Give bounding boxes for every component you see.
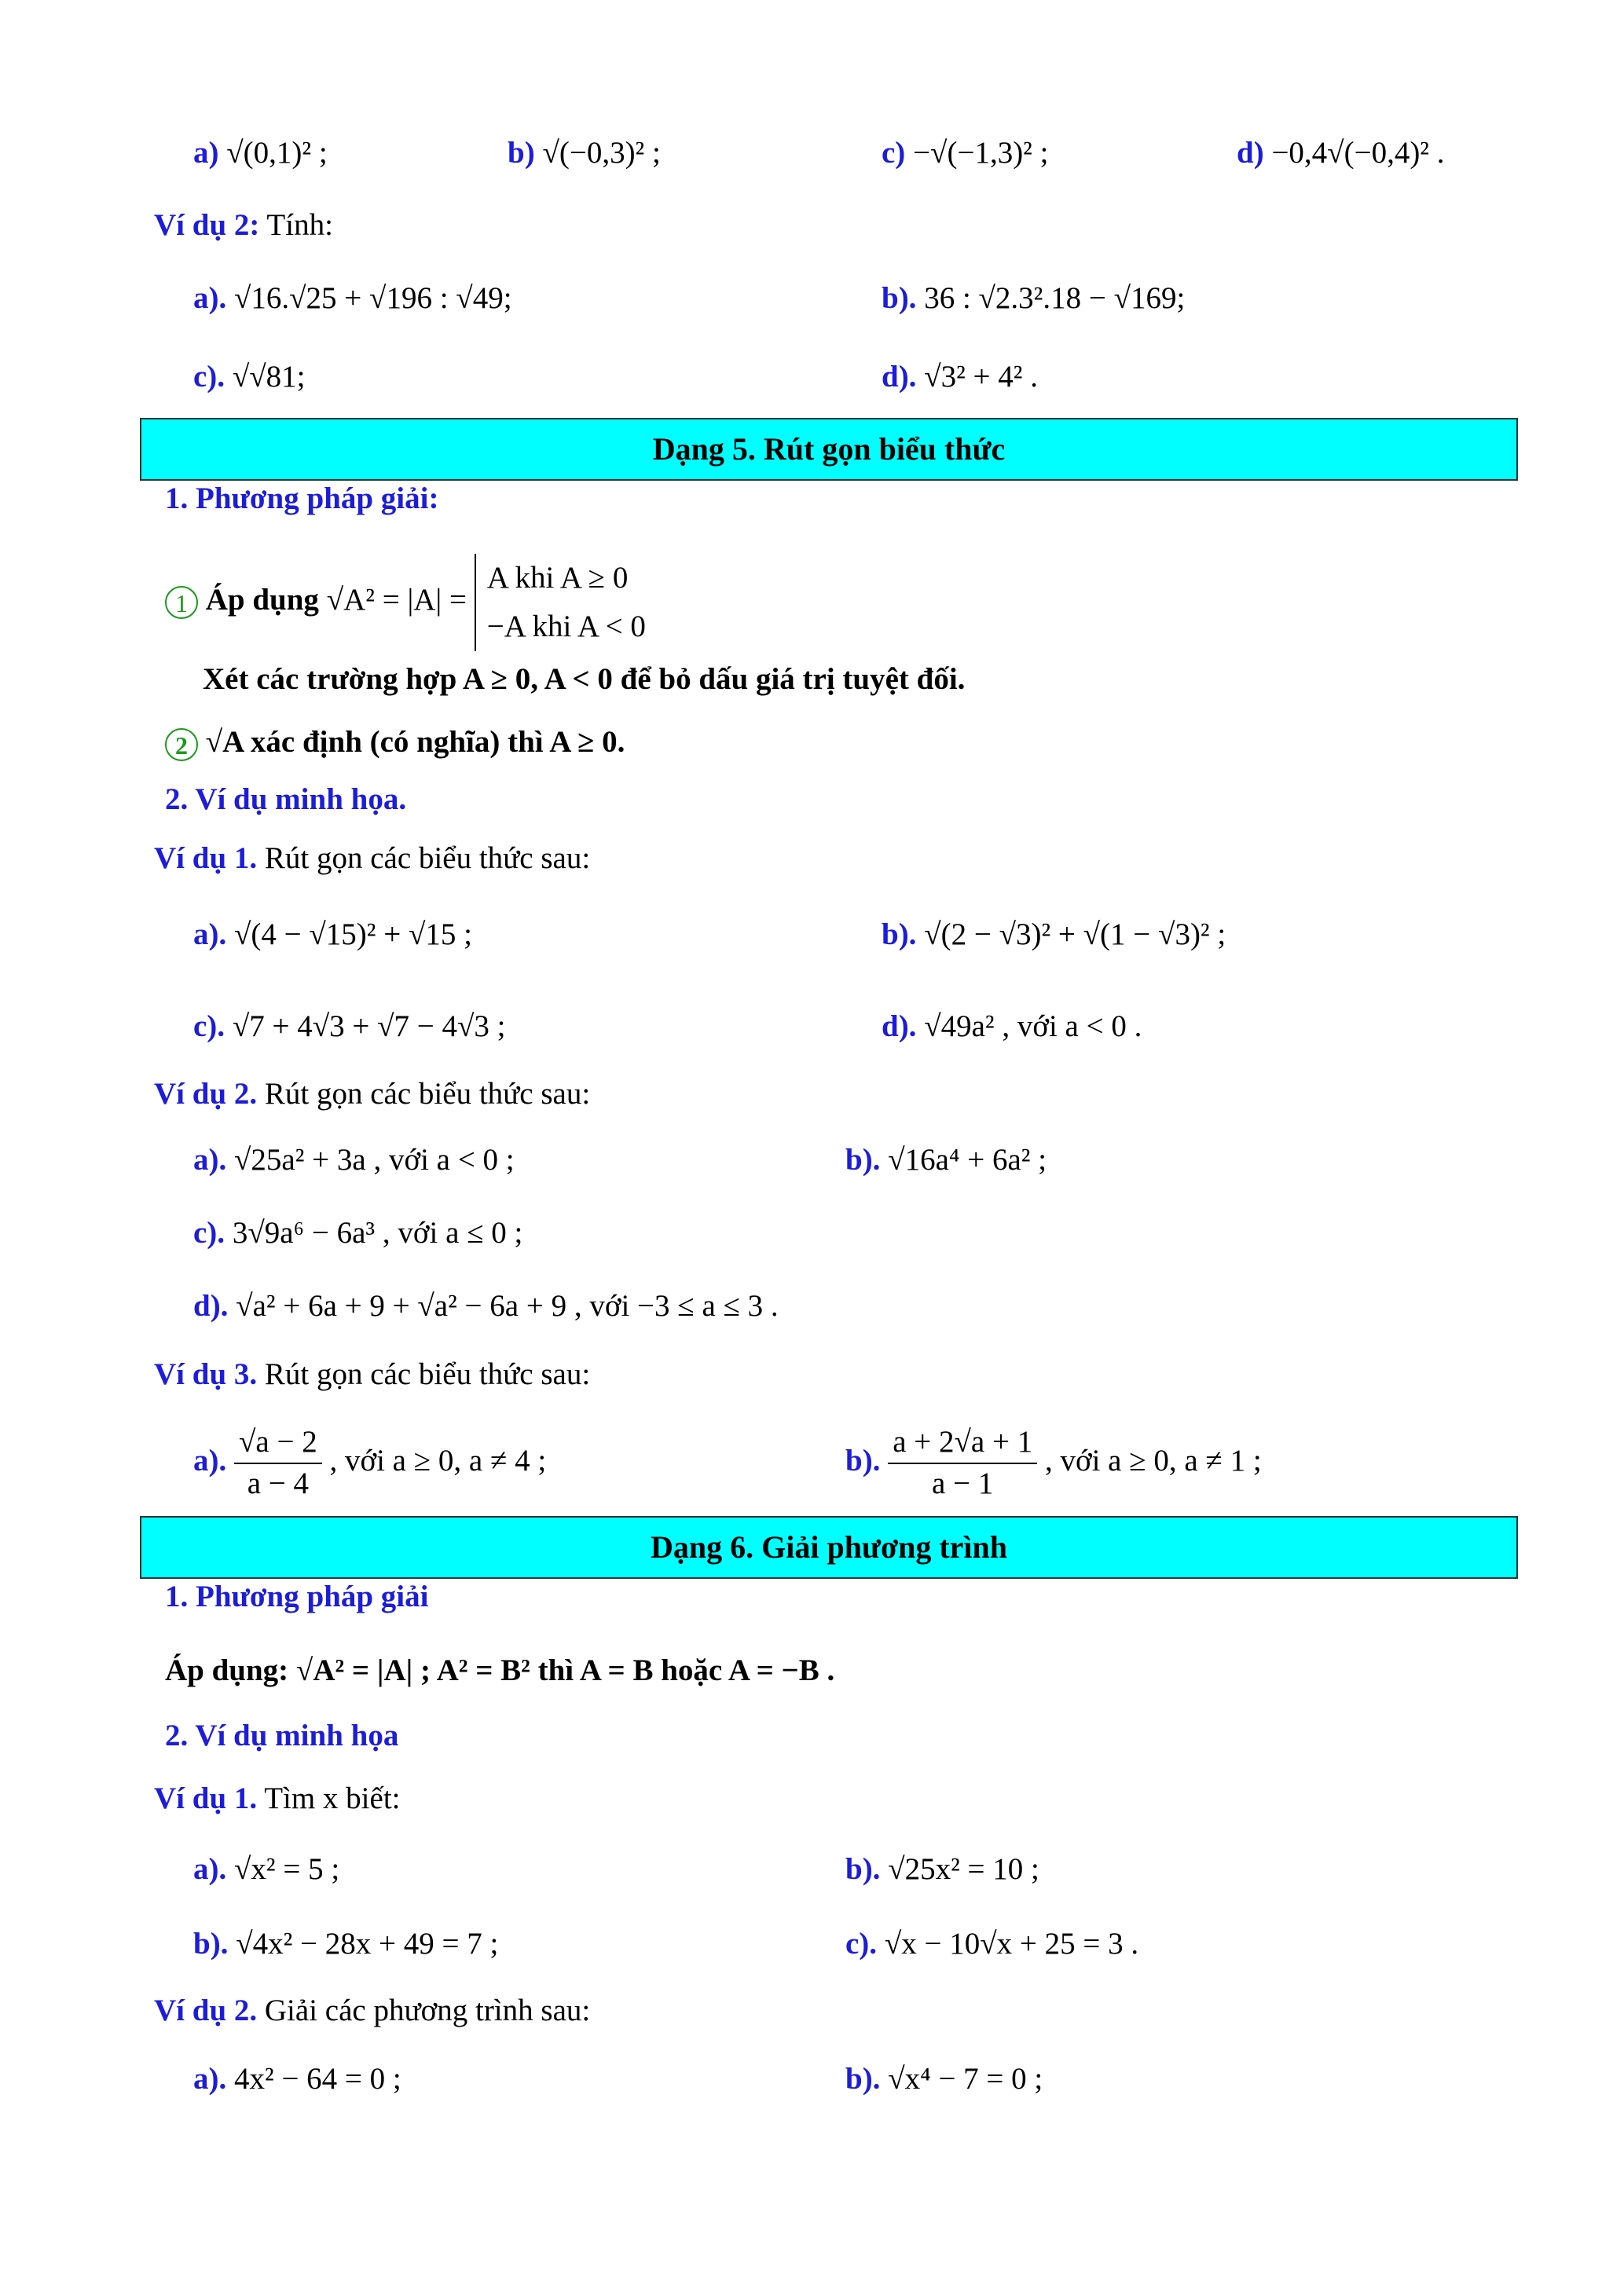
example-title: Ví dụ 2. (154, 1077, 258, 1111)
examples-title: 2. Ví dụ minh họa (165, 1719, 399, 1752)
method-title: 1. Phương pháp giải: (165, 482, 439, 515)
math-expression: √a² + 6a + 9 + √a² − 6a + 9 , với −3 ≤ a ≤ 3 . (236, 1289, 779, 1323)
apply-label: Áp dụng: (165, 1653, 289, 1687)
math-expression: 4x² − 64 = 0 ; (234, 2062, 401, 2096)
top-items-row (0, 126, 1624, 181)
math-expression: √49a² , với a < 0 . (924, 1009, 1142, 1043)
numerator: a + 2√a + 1 (888, 1423, 1037, 1464)
item-label: a). (193, 1444, 227, 1478)
math-expression: √(−0,3)² ; (542, 136, 661, 170)
consider-text: Xét các trường hợp A ≥ 0, A < 0 để bỏ dấu giá trị tuyệt đối. (203, 662, 966, 696)
math-expression: √25a² + 3a , với a < 0 ; (234, 1143, 515, 1177)
apply-label: Áp dụng (205, 582, 319, 617)
example-heading (0, 1771, 1624, 1826)
piecewise-cases (475, 554, 646, 651)
example-heading (0, 1983, 1624, 2038)
abs-formula: √A² = |A| = (326, 582, 467, 617)
math-expression: √4x² − 28x + 49 = 7 ; (236, 1927, 499, 1961)
example-items-row (0, 2052, 1624, 2107)
example-heading (0, 198, 1624, 253)
example-items-row (0, 999, 1624, 1054)
item-label: b). (845, 1852, 881, 1886)
example-items-row (0, 907, 1624, 962)
item-label: d). (882, 1009, 917, 1043)
condition-text: , với a ≥ 0, a ≠ 4 ; (329, 1444, 547, 1478)
number-circle-icon: 1 (165, 586, 198, 619)
item-label: a). (193, 1143, 227, 1177)
example-text: Tìm x biết: (264, 1782, 401, 1815)
condition-text: , với a ≥ 0, a ≠ 1 ; (1044, 1444, 1262, 1478)
example-text: Rút gọn các biểu thức sau: (264, 1357, 591, 1391)
math-expression: √25x² = 10 ; (888, 1852, 1039, 1886)
section-header: Dạng 6. Giải phương trình (140, 1516, 1518, 1579)
example-items-row (0, 1133, 1624, 1188)
math-expression: √(2 − √3)² + √(1 − √3)² ; (924, 917, 1226, 951)
math-expression: √7 + 4√3 + √7 − 4√3 ; (232, 1009, 506, 1043)
example-items-row (0, 271, 1624, 326)
math-expression: √3² + 4² . (924, 360, 1038, 394)
example-title: Ví dụ 2. (154, 1994, 258, 2027)
formula-row (0, 554, 1624, 643)
item-label: d) (1237, 136, 1264, 170)
fraction (234, 1423, 322, 1503)
math-expression: √x − 10√x + 25 = 3 . (884, 1927, 1139, 1961)
case-positive: A khi A ≥ 0 (486, 561, 629, 595)
example-text: Giải các phương trình sau: (264, 1994, 591, 2027)
denominator: a − 1 (932, 1467, 994, 1501)
example-title: Ví dụ 2: (154, 208, 260, 242)
example-items-row (0, 350, 1624, 405)
formula-row (0, 1643, 1624, 1698)
item-label: d). (882, 360, 917, 394)
item-label: a). (193, 1852, 227, 1886)
item-label: d). (193, 1289, 229, 1323)
example-items-row (0, 1842, 1624, 1897)
section-header: Dạng 5. Rút gọn biểu thức (140, 418, 1518, 481)
math-expression: 36 : √2.3².18 − √169; (924, 281, 1186, 315)
example-title: Ví dụ 1. (154, 1782, 258, 1815)
defined-text: √A xác định (có nghĩa) thì A ≥ 0. (205, 725, 625, 759)
math-expression: −√(−1,3)² ; (913, 136, 1049, 170)
math-expression: √√81; (232, 360, 306, 394)
item-label: c). (845, 1927, 878, 1961)
abs-formula: √A² = |A| ; A² = B² thì A = B hoặc A = −B . (295, 1653, 835, 1687)
item-label: c). (193, 1216, 225, 1250)
item-label: b). (845, 1444, 881, 1478)
example-items-row (0, 1414, 1624, 1508)
item-label: b). (845, 1143, 881, 1177)
math-expression: −0,4√(−0,4)² . (1271, 136, 1445, 170)
defined-row (0, 715, 1624, 770)
math-expression: 3√9a⁶ − 6a³ , với a ≤ 0 ; (232, 1216, 523, 1250)
math-expression: √x⁴ − 7 = 0 ; (888, 2062, 1043, 2096)
item-label: b). (882, 281, 917, 315)
example-heading (0, 1347, 1624, 1402)
example-title: Ví dụ 1. (154, 841, 258, 875)
example-items-row (0, 1917, 1624, 1972)
item-label: b). (193, 1927, 229, 1961)
item-label: b) (508, 136, 535, 170)
math-expression: √x² = 5 ; (234, 1852, 340, 1886)
denominator: a − 4 (247, 1467, 310, 1501)
example-heading (0, 831, 1624, 886)
fraction (888, 1423, 1037, 1503)
example-text: Rút gọn các biểu thức sau: (264, 841, 591, 875)
consider-row (0, 652, 1624, 707)
item-label: a). (193, 2062, 227, 2096)
item-label: a). (193, 917, 227, 951)
example-items-row (0, 1206, 1624, 1261)
example-title: Ví dụ 3. (154, 1357, 258, 1391)
example-text: Rút gọn các biểu thức sau: (264, 1077, 591, 1111)
item-label: c). (193, 360, 225, 394)
item-label: a) (193, 136, 219, 170)
example-heading (0, 1067, 1624, 1122)
item-label: a). (193, 281, 227, 315)
math-expression: √16.√25 + √196 : √49; (234, 281, 512, 315)
item-label: c). (193, 1009, 225, 1043)
math-expression: √(0,1)² ; (226, 136, 328, 170)
method-title: 1. Phương pháp giải (165, 1580, 429, 1613)
case-negative: −A khi A < 0 (486, 610, 646, 643)
number-circle-icon: 2 (165, 728, 198, 761)
item-label: b). (882, 917, 917, 951)
item-label: b). (845, 2062, 881, 2096)
examples-title: 2. Ví dụ minh họa. (165, 782, 407, 816)
example-items-row (0, 1279, 1624, 1334)
numerator: √a − 2 (234, 1423, 322, 1464)
math-expression: √16a⁴ + 6a² ; (888, 1143, 1047, 1177)
math-expression: √(4 − √15)² + √15 ; (234, 917, 472, 951)
item-label: c) (882, 136, 906, 170)
example-text: Tính: (266, 208, 333, 242)
